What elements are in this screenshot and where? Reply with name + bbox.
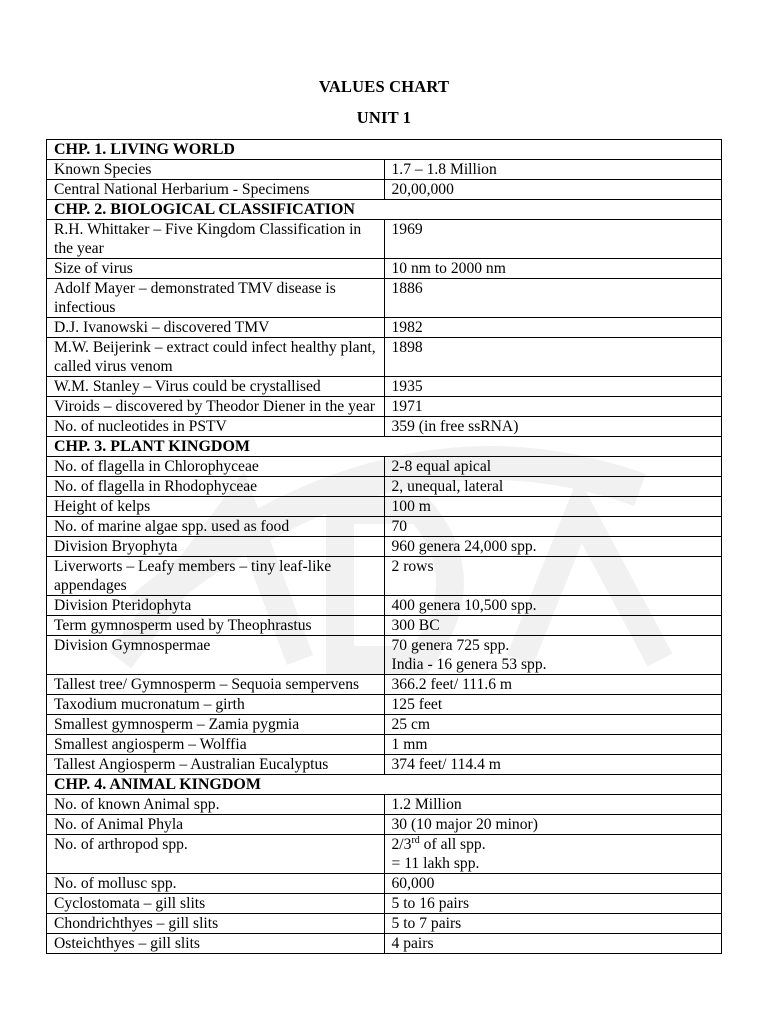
row-value-line2: India - 16 genera 53 spp. [391, 656, 547, 673]
table-row [47, 279, 722, 318]
table-row [47, 417, 722, 437]
row-value-cell [384, 180, 722, 200]
table-row [47, 894, 722, 914]
row-value-cell [384, 735, 722, 755]
row-value-cell [384, 914, 722, 934]
table-row [47, 795, 722, 815]
row-label: Tallest Angiosperm – Australian Eucalyptus [47, 755, 385, 775]
row-value-cell [384, 259, 722, 279]
row-value-cell [384, 616, 722, 636]
row-value: 30 (10 major 20 minor) [391, 816, 538, 833]
row-value: 5 to 16 pairs [391, 895, 470, 912]
row-value: 300 BC [391, 617, 440, 634]
row-value: 1 mm [391, 736, 428, 753]
row-value-cell [384, 497, 722, 517]
row-value: 2, unequal, lateral [391, 478, 504, 495]
row-value: 400 genera 10,500 spp. [391, 597, 537, 614]
row-label: No. of Animal Phyla [47, 815, 385, 835]
table-row [47, 874, 722, 894]
row-label: No. of marine algae spp. used as food [47, 517, 385, 537]
row-label: Smallest angiosperm – Wolffia [47, 735, 385, 755]
row-value-cell [384, 457, 722, 477]
values-table-body [47, 140, 722, 954]
row-label: Tallest tree/ Gymnosperm – Sequoia sempervens [47, 675, 385, 695]
row-value-cell [384, 397, 722, 417]
row-label: Division Pteridophyta [47, 596, 385, 616]
section-heading: CHP. 3. PLANT KINGDOM [47, 437, 722, 457]
table-row [47, 497, 722, 517]
section-header-row [47, 775, 722, 795]
row-label: Cyclostomata – gill slits [47, 894, 385, 914]
row-value: 374 feet/ 114.4 m [391, 756, 501, 773]
table-row [47, 914, 722, 934]
section-heading: CHP. 4. ANIMAL KINGDOM [47, 775, 722, 795]
row-label: Central National Herbarium - Specimens [47, 180, 385, 200]
row-value-cell [384, 835, 722, 874]
row-value: 1971 [391, 398, 423, 415]
table-row [47, 596, 722, 616]
row-value-cell [384, 715, 722, 735]
row-value: 25 cm [391, 716, 431, 733]
table-row [47, 636, 722, 675]
row-label: No. of mollusc spp. [47, 874, 385, 894]
row-value-cell [384, 695, 722, 715]
row-value: 1935 [391, 378, 423, 395]
table-row [47, 715, 722, 735]
row-label: No. of flagella in Chlorophyceae [47, 457, 385, 477]
row-value-cell [384, 596, 722, 616]
table-row [47, 180, 722, 200]
row-label: Smallest gymnosperm – Zamia pygmia [47, 715, 385, 735]
row-value-cell [384, 220, 722, 259]
row-value: 2/3 [391, 836, 412, 853]
table-row [47, 160, 722, 180]
row-value-cell [384, 636, 722, 675]
table-row [47, 220, 722, 259]
row-value-cell [384, 160, 722, 180]
row-value: 20,00,000 [391, 181, 454, 198]
section-heading: CHP. 1. LIVING WORLD [47, 140, 722, 160]
table-row [47, 397, 722, 417]
row-label: No. of flagella in Rhodophyceae [47, 477, 385, 497]
unit-heading: UNIT 1 [356, 108, 412, 127]
row-label: Liverworts – Leafy members – tiny leaf-like appendages [47, 557, 385, 596]
row-label: Division Bryophyta [47, 537, 385, 557]
row-value: 1.7 – 1.8 Million [391, 161, 497, 178]
row-value: 10 nm to 2000 nm [391, 260, 506, 277]
values-table [46, 139, 722, 954]
row-value-cell [384, 338, 722, 377]
row-label: Height of kelps [47, 497, 385, 517]
table-row [47, 517, 722, 537]
table-row [47, 338, 722, 377]
row-value: 70 genera 725 spp. [391, 637, 510, 654]
table-row [47, 377, 722, 397]
row-value: 1.2 Million [391, 796, 462, 813]
row-label: M.W. Beijerink – extract could infect healthy plant, called virus venom [47, 338, 385, 377]
row-value-cell [384, 557, 722, 596]
row-value: 960 genera 24,000 spp. [391, 538, 537, 555]
table-row [47, 815, 722, 835]
row-label: W.M. Stanley – Virus could be crystallised [47, 377, 385, 397]
table-row [47, 675, 722, 695]
table-row [47, 259, 722, 279]
row-label: Division Gymnospermae [47, 636, 385, 675]
row-value-cell [384, 815, 722, 835]
row-value: 60,000 [391, 875, 435, 892]
row-label: Osteichthyes – gill slits [47, 934, 385, 954]
row-value: 4 pairs [391, 935, 434, 952]
table-row [47, 537, 722, 557]
row-value: 125 feet [391, 696, 443, 713]
row-label: Known Species [47, 160, 385, 180]
row-value-cell [384, 417, 722, 437]
row-value-cell [384, 874, 722, 894]
row-value: 100 m [391, 498, 431, 515]
row-value: 2 rows [391, 558, 434, 575]
row-value-tail: of all spp. [419, 836, 486, 853]
table-row [47, 735, 722, 755]
section-heading: CHP. 2. BIOLOGICAL CLASSIFICATION [47, 200, 722, 220]
table-row [47, 616, 722, 636]
row-label: Viroids – discovered by Theodor Diener in the year [47, 397, 385, 417]
row-value-cell [384, 279, 722, 318]
table-row [47, 457, 722, 477]
row-value-cell [384, 675, 722, 695]
row-label: No. of arthropod spp. [47, 835, 385, 874]
row-value-cell [384, 934, 722, 954]
row-value: 1982 [391, 319, 423, 336]
table-row [47, 755, 722, 775]
table-row [47, 934, 722, 954]
row-value: 1886 [391, 280, 423, 297]
row-value-cell [384, 795, 722, 815]
table-row [47, 318, 722, 338]
row-value-cell [384, 517, 722, 537]
table-row [47, 695, 722, 715]
section-header-row [47, 200, 722, 220]
row-label: Taxodium mucronatum – girth [47, 695, 385, 715]
table-row [47, 835, 722, 874]
row-label: D.J. Ivanowski – discovered TMV [47, 318, 385, 338]
row-value: 366.2 feet/ 111.6 m [391, 676, 513, 693]
row-value-cell [384, 755, 722, 775]
row-value-superscript: rd [411, 835, 420, 846]
row-value: 1969 [391, 221, 423, 238]
row-value-cell [384, 477, 722, 497]
section-header-row [47, 140, 722, 160]
row-value-cell [384, 377, 722, 397]
row-value: 2-8 equal apical [391, 458, 492, 475]
row-value-cell [384, 894, 722, 914]
row-value: 359 (in free ssRNA) [391, 418, 519, 435]
table-row [47, 477, 722, 497]
row-value: 5 to 7 pairs [391, 915, 462, 932]
section-header-row [47, 437, 722, 457]
row-value-cell [384, 318, 722, 338]
row-value-line2: = 11 lakh spp. [391, 855, 480, 872]
row-label: R.H. Whittaker – Five Kingdom Classification in the year [47, 220, 385, 259]
row-label: Size of virus [47, 259, 385, 279]
page-title: VALUES CHART [318, 77, 450, 96]
row-value: 70 [391, 518, 408, 535]
row-value: 1898 [391, 339, 423, 356]
row-label: Term gymnosperm used by Theophrastus [47, 616, 385, 636]
row-value-cell [384, 537, 722, 557]
row-label: No. of nucleotides in PSTV [47, 417, 385, 437]
table-row [47, 557, 722, 596]
row-label: Adolf Mayer – demonstrated TMV disease is infectious [47, 279, 385, 318]
row-label: Chondrichthyes – gill slits [47, 914, 385, 934]
row-label: No. of known Animal spp. [47, 795, 385, 815]
